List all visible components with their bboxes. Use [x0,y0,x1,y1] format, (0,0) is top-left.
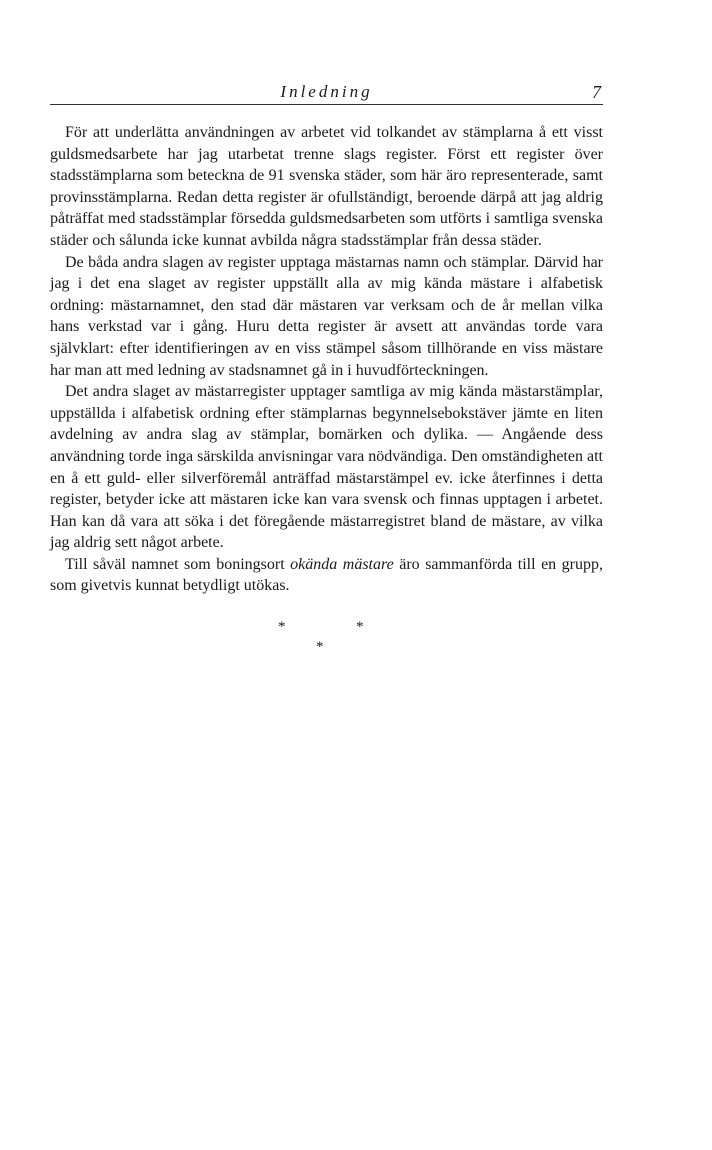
body-text [50,122,603,597]
paragraph-text-before: Till såväl namnet som boningsort [65,555,291,573]
page-header [50,80,603,105]
book-page [50,80,603,677]
asterisk-left: * [278,619,286,636]
asterism-ornament [50,617,603,677]
asterisk-right: * [356,619,364,636]
page-number: 7 [592,82,601,102]
paragraph-registers-intro: För att underlätta användningen av arbetet vid tolkandet av stämplarna å ett visst guldsmedsarbete har jag utarbetat trenne slags register. Först ett register över stadsstämplarna som beteckna de 91 svenska städer, som här äro representerade, samt provinsstämplarna. Redan detta register är ofullständigt, beroende därpå att jag aldrig påträffat med stadsstämplar försedda guldsmedsarbeten som utförts i samtliga svenska städer och sålunda icke kunnat avbilda några stadsstämplar från dessa städer. [50,124,603,249]
running-title: Inledning [280,82,373,101]
paragraph-stamp-register: Det andra slaget av mästarregister upptager samtliga av mig kända mästarstämplar, uppställda i alfabetisk ordning efter stämplarnas begynnelsebokstäver jämte en liten avdelning av andra slag av stämplar, bomärken och dylika. — Angående dess användning torde inga särskilda anvisningar vara nödvändiga. Den omständigheten att en å ett guld- eller silverföremål anträffad mästarstämpel ev. icke återfinnes i detta register, betyder icke att mästaren icke kan vara svensk och finnas upptagen i arbetet. Han kan då vara att söka i det föregående mästarregistret bland de mästare, av vilka jag aldrig sett något arbete. [50,383,603,552]
asterisk-bottom: * [316,639,324,656]
paragraph-master-register: De båda andra slagen av register upptaga mästarnas namn och stämplar. Därvid har jag i det ena slaget av register uppställt alla av mig kända mästare i alfabetisk ordning: mästarnamnet, den stad där mästaren var verksam och de år mellan vilka hans verkstad var i gång. Huru detta register är avsett att användas torde vara självklart: efter identifieringen av en viss stämpel såsom tillhörande en viss mästare har man att med ledning av stadsnamnet gå in i huvudförteckningen. [50,253,603,379]
paragraph-text-after: äro sammanförda till en grupp, som givetvis kunnat betydligt utökas. [50,555,604,595]
paragraph-unknown-masters [50,554,603,597]
emphasis-okanda-mastare: okända mästare [290,555,394,573]
